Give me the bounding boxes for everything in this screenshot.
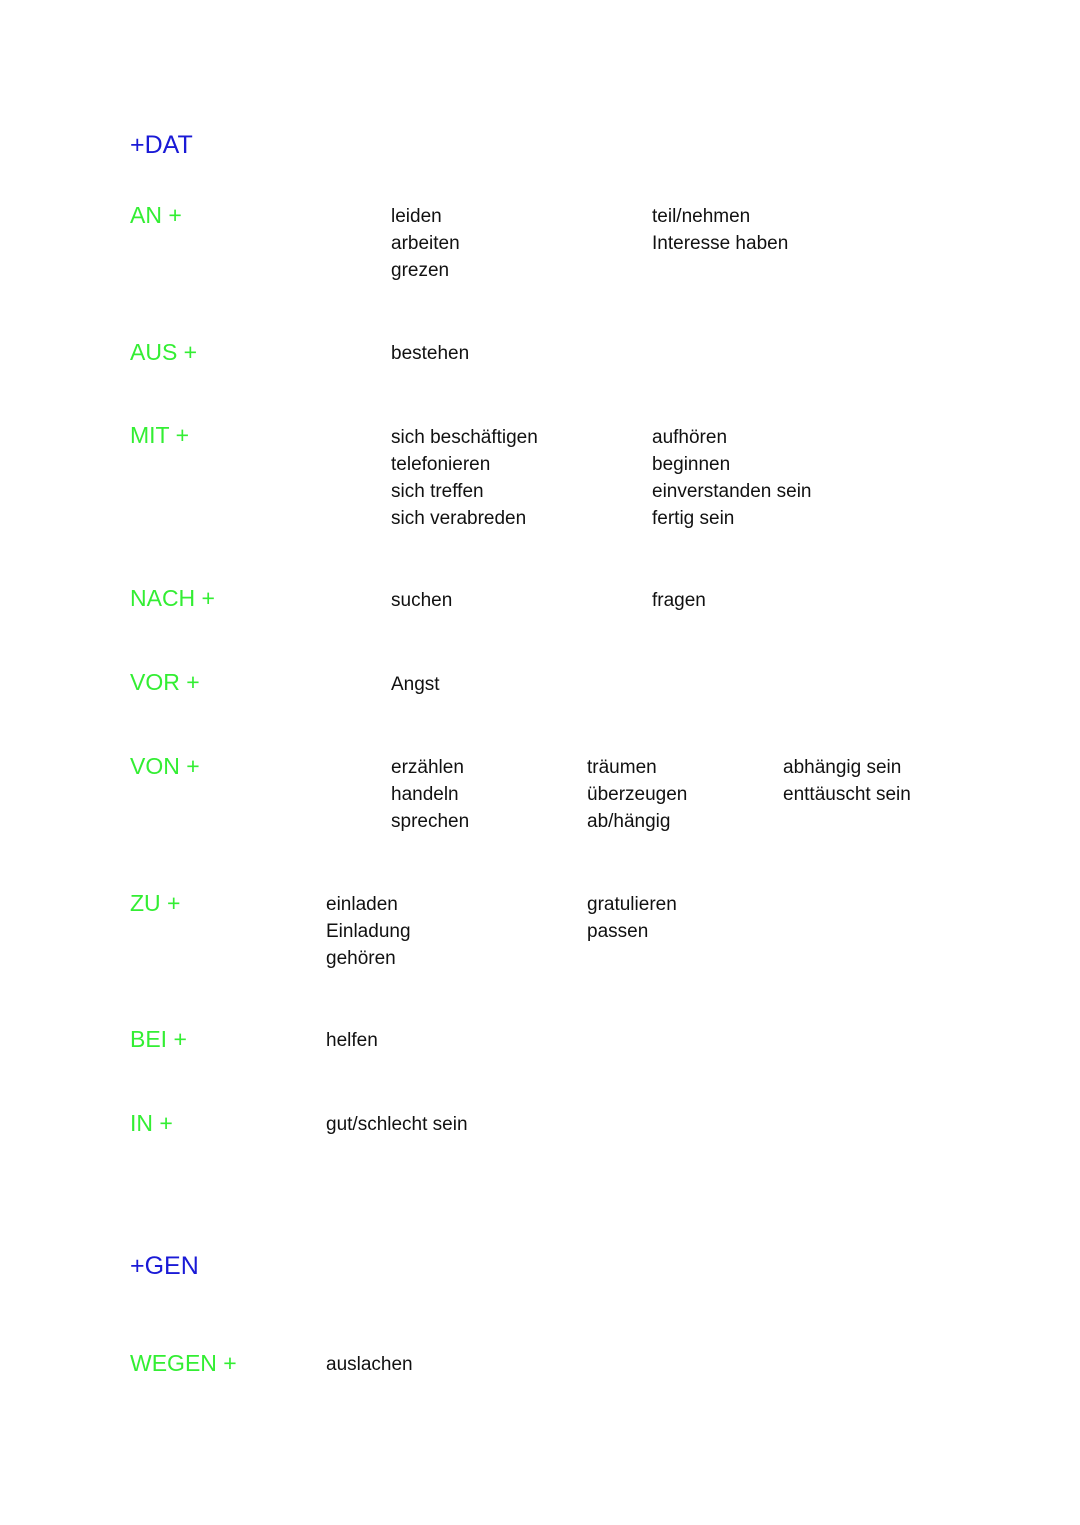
verb-item: ab/hängig — [587, 811, 671, 832]
verb-item: teil/nehmen — [652, 206, 751, 227]
verb-item: grezen — [391, 260, 450, 281]
verb-item: arbeiten — [391, 233, 460, 254]
gen-heading: +GEN — [130, 1252, 199, 1280]
prep-von-label: VON + — [130, 753, 200, 779]
aus-verbs-col1 — [391, 340, 469, 367]
verb-item: enttäuscht sein — [783, 784, 911, 805]
verb-item: leiden — [391, 206, 442, 227]
von-verbs-col2 — [587, 754, 687, 835]
verb-item: einladen — [326, 894, 398, 915]
an-verbs-col2 — [652, 203, 788, 257]
nach-verbs-col2 — [652, 587, 706, 614]
verb-item: gut/schlecht sein — [326, 1114, 468, 1135]
prep-an-label: AN + — [130, 202, 182, 228]
verb-item: sprechen — [391, 811, 470, 832]
vor-verbs-col1 — [391, 671, 440, 698]
an-verbs-col1 — [391, 203, 460, 284]
prep-vor-label: VOR + — [130, 669, 200, 695]
wegen-verbs-col1 — [326, 1351, 413, 1378]
zu-verbs-col2 — [587, 891, 677, 945]
mit-verbs-col1 — [391, 424, 538, 532]
verb-item: erzählen — [391, 757, 464, 778]
prep-aus-label: AUS + — [130, 339, 198, 365]
verb-item: suchen — [391, 590, 453, 611]
prep-nach-label: NACH + — [130, 585, 215, 611]
verb-item: träumen — [587, 757, 657, 778]
verb-item: beginnen — [652, 454, 731, 475]
verb-item: Einladung — [326, 921, 411, 942]
dat-heading: +DAT — [130, 131, 193, 159]
nach-verbs-col1 — [391, 587, 452, 614]
prep-zu-label: ZU + — [130, 890, 181, 916]
verb-item: helfen — [326, 1030, 378, 1051]
verb-item: Interesse haben — [652, 233, 789, 254]
verb-item: gratulieren — [587, 894, 677, 915]
verb-item: einverstanden sein — [652, 481, 812, 502]
verb-item: fragen — [652, 590, 706, 611]
mit-verbs-col2 — [652, 424, 812, 532]
verb-item: passen — [587, 921, 649, 942]
verb-item: überzeugen — [587, 784, 688, 805]
verb-item: handeln — [391, 784, 459, 805]
verb-item: abhängig sein — [783, 757, 902, 778]
in-verbs-col1 — [326, 1111, 468, 1138]
verb-item: Angst — [391, 674, 440, 695]
verb-item: sich treffen — [391, 481, 484, 502]
prep-wegen-label: WEGEN + — [130, 1350, 237, 1376]
bei-verbs-col1 — [326, 1027, 378, 1054]
zu-verbs-col1 — [326, 891, 411, 972]
verb-item: telefonieren — [391, 454, 491, 475]
prep-mit-label: MIT + — [130, 422, 190, 448]
von-verbs-col3 — [783, 754, 911, 808]
verb-item: aufhören — [652, 427, 728, 448]
verb-item: sich beschäftigen — [391, 427, 538, 448]
prep-bei-label: BEI + — [130, 1026, 187, 1052]
verb-item: sich verabreden — [391, 508, 527, 529]
von-verbs-col1 — [391, 754, 469, 835]
verb-item: bestehen — [391, 343, 470, 364]
verb-item: auslachen — [326, 1354, 413, 1375]
verb-item: fertig sein — [652, 508, 735, 529]
prep-in-label: IN + — [130, 1110, 173, 1136]
verb-item: gehören — [326, 948, 396, 969]
